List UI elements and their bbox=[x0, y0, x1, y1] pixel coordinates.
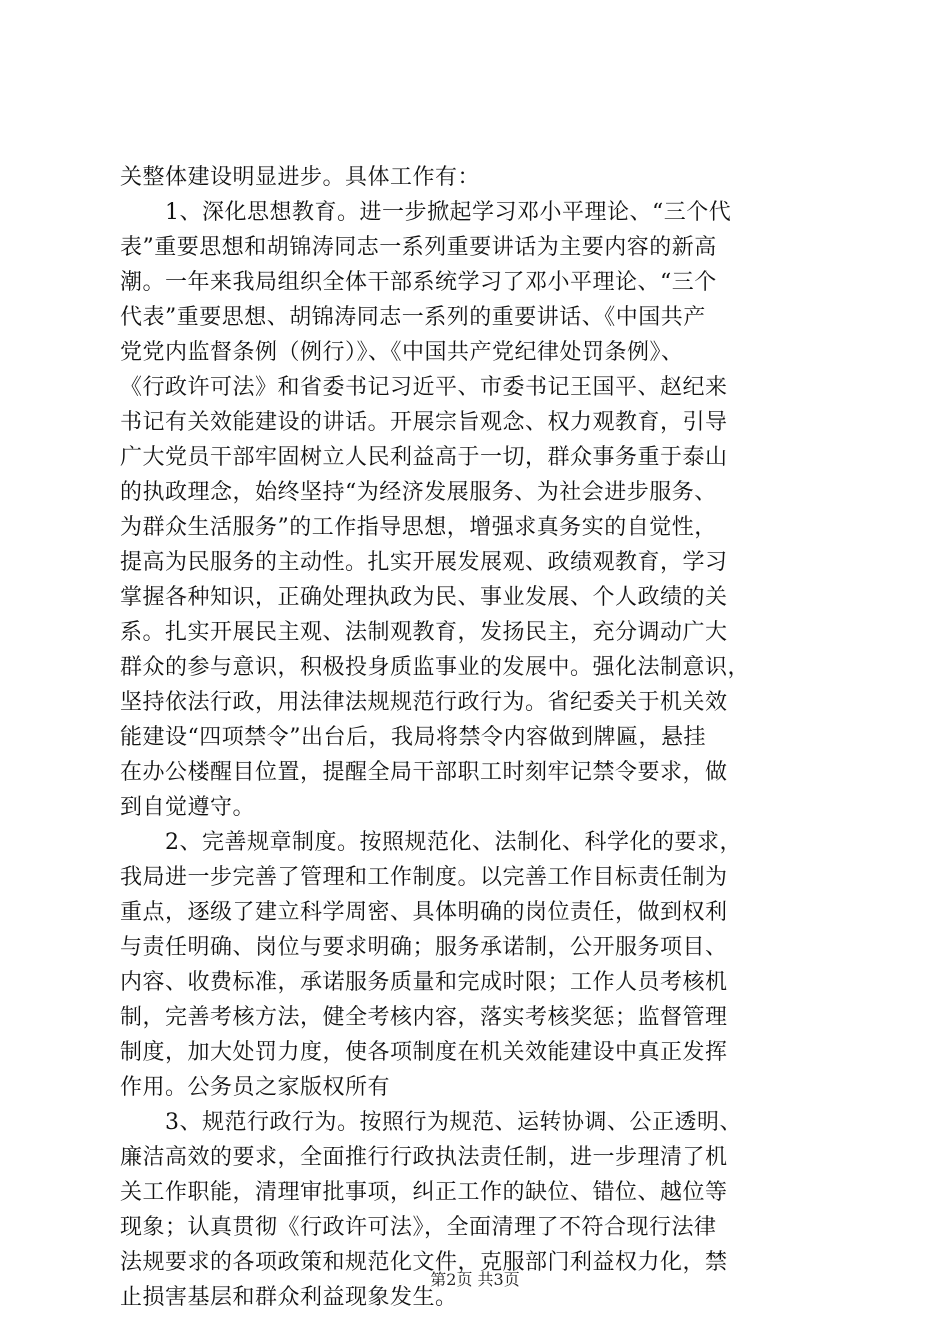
text-line: 为群众生活服务”的工作指导思想，增强求真务实的自觉性， bbox=[120, 515, 717, 540]
text-line: 书记有关效能建设的讲话。开展宗旨观念、权力观教育，引导 bbox=[120, 410, 728, 435]
text-line: 关工作职能，清理审批事项，纠正工作的缺位、错位、越位等 bbox=[120, 1180, 728, 1205]
text-line: 与责任明确、岗位与要求明确；服务承诺制，公开服务项目、 bbox=[120, 935, 728, 960]
text-line: 能建设“四项禁令”出台后，我局将禁令内容做到牌匾，悬挂 bbox=[120, 725, 706, 750]
text-line: 重点，逐级了建立科学周密、具体明确的岗位责任，做到权利 bbox=[120, 900, 728, 925]
document-body bbox=[120, 160, 840, 1315]
text-line: 潮。一年来我局组织全体干部系统学习了邓小平理论、“三个 bbox=[120, 270, 717, 295]
text-line: 到自觉遵守。 bbox=[120, 795, 256, 820]
text-line: 系。扎实开展民主观、法制观教育，发扬民主，充分调动广大 bbox=[120, 620, 728, 645]
text-line: 提高为民服务的主动性。扎实开展发展观、政绩观教育，学习 bbox=[120, 550, 728, 575]
text-line: 《行政许可法》和省委书记习近平、市委书记王国平、赵纪来 bbox=[120, 375, 728, 400]
text-line: 止损害基层和群众利益现象发生。 bbox=[120, 1285, 458, 1310]
text-line: 坚持依法行政，用法律法规规范行政行为。省纪委关于机关效 bbox=[120, 690, 728, 715]
text-line: 制度，加大处罚力度，使各项制度在机关效能建设中真正发挥 bbox=[120, 1040, 728, 1065]
text-line: 法规要求的各项政策和规范化文件，克服部门利益权力化，禁 bbox=[120, 1250, 728, 1275]
text-line: 表”重要思想和胡锦涛同志一系列重要讲话为主要内容的新高 bbox=[120, 235, 717, 260]
text-line: 代表”重要思想、胡锦涛同志一系列的重要讲话、《中国共产 bbox=[120, 305, 706, 330]
text-line: 广大党员干部牢固树立人民利益高于一切，群众事务重于泰山 bbox=[120, 445, 728, 470]
text-line: 现象；认真贯彻《行政许可法》，全面清理了不符合现行法律 bbox=[120, 1215, 717, 1240]
text-line: 1、深化思想教育。进一步掀起学习邓小平理论、“三个代 bbox=[120, 200, 732, 225]
text-line: 党党内监督条例（例行）》、《中国共产党纪律处罚条例》、 bbox=[120, 340, 684, 365]
text-line: 2、完善规章制度。按照规范化、法制化、科学化的要求， bbox=[120, 830, 742, 855]
text-line: 群众的参与意识，积极投身质监事业的发展中。强化法制意识， bbox=[120, 655, 751, 680]
text-line: 作用。公务员之家版权所有 bbox=[120, 1075, 391, 1100]
text-line: 掌握各种知识，正确处理执政为民、事业发展、个人政绩的关 bbox=[120, 585, 728, 610]
text-line: 3、规范行政行为。按照行为规范、运转协调、公正透明、 bbox=[120, 1110, 742, 1135]
text-line: 内容、收费标准，承诺服务质量和完成时限；工作人员考核机 bbox=[120, 970, 728, 995]
text-line: 我局进一步完善了管理和工作制度。以完善工作目标责任制为 bbox=[120, 865, 728, 890]
page-footer: 第2页 共3页 bbox=[430, 1270, 520, 1289]
text-line: 的执政理念，始终坚持“为经济发展服务、为社会进步服务、 bbox=[120, 480, 717, 505]
text-line: 制，完善考核方法，健全考核内容，落实考核奖惩；监督管理 bbox=[120, 1005, 728, 1030]
text-line: 廉洁高效的要求，全面推行行政执法责任制，进一步理清了机 bbox=[120, 1145, 728, 1170]
text-line: 在办公楼醒目位置，提醒全局干部职工时刻牢记禁令要求，做 bbox=[120, 760, 728, 785]
text-line: 关整体建设明显进步。具体工作有： bbox=[120, 165, 481, 190]
